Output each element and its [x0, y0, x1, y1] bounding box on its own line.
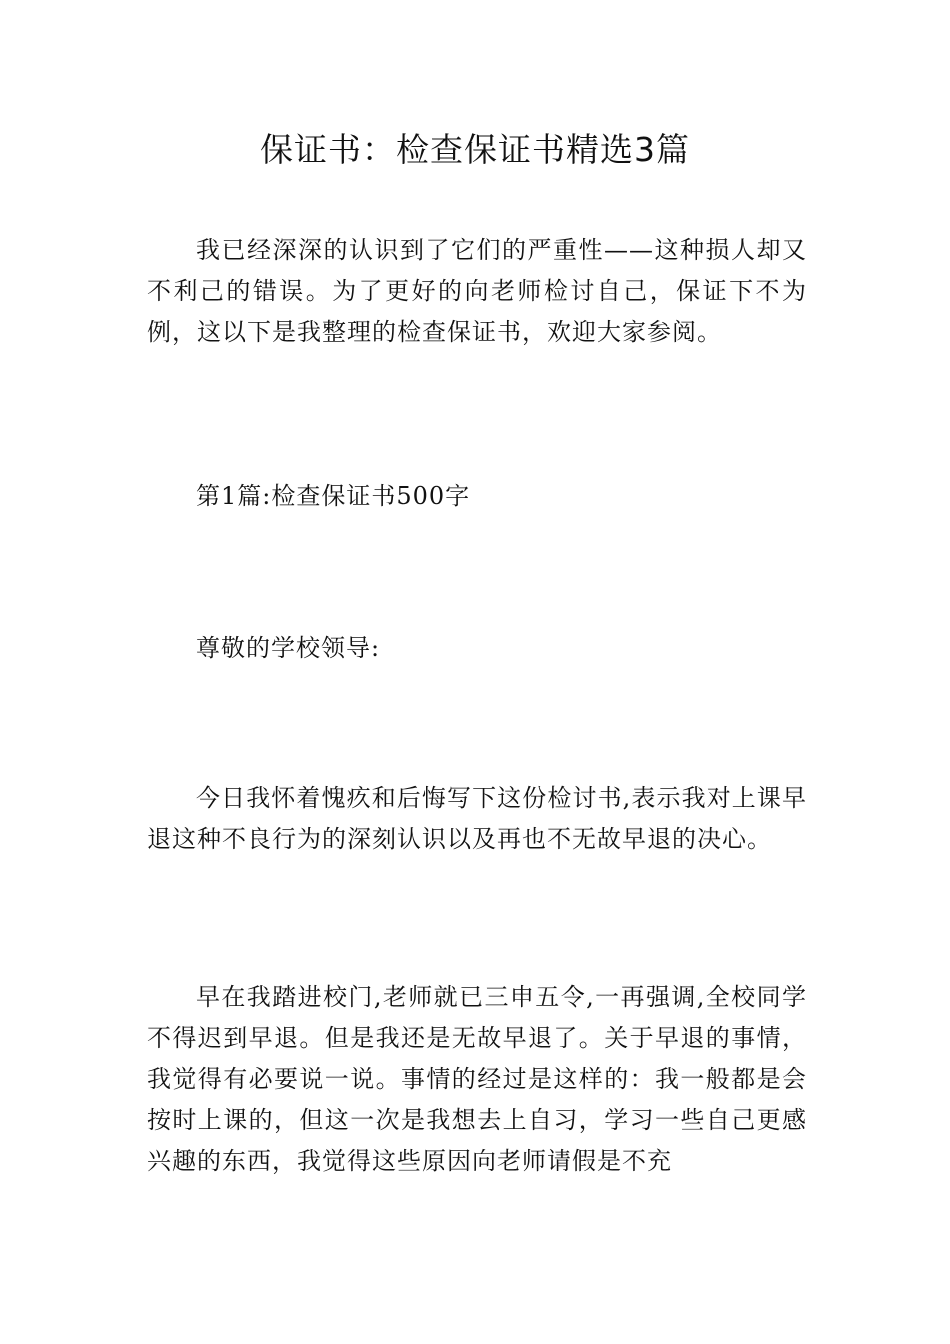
intro-paragraph: 我已经深深的认识到了它们的严重性——这种损人却又不利己的错误。为了更好的向老师检讨自己，保证下不为例，这以下是我整理的检查保证书，欢迎大家参阅。	[147, 236, 807, 346]
section-heading: 第1篇:检查保证书500字	[196, 482, 471, 510]
document-title: 保证书：检查保证书精选3篇	[260, 130, 690, 169]
body-paragraph-1: 今日我怀着愧疚和后悔写下这份检讨书,表示我对上课早退这种不良行为的深刻认识以及再也不无故早退的决心。	[147, 784, 807, 853]
body-paragraph-2: 早在我踏进校门,老师就已三申五令,一再强调,全校同学不得迟到早退。但是我还是无故早退了。关于早退的事情，我觉得有必要说一说。事情的经过是这样的：我一般都是会按时上课的，但这一次是我想去上自习，学习一些自己更感兴趣的东西，我觉得这些原因向老师请假是不充	[147, 983, 807, 1175]
salutation: 尊敬的学校领导:	[196, 634, 381, 662]
